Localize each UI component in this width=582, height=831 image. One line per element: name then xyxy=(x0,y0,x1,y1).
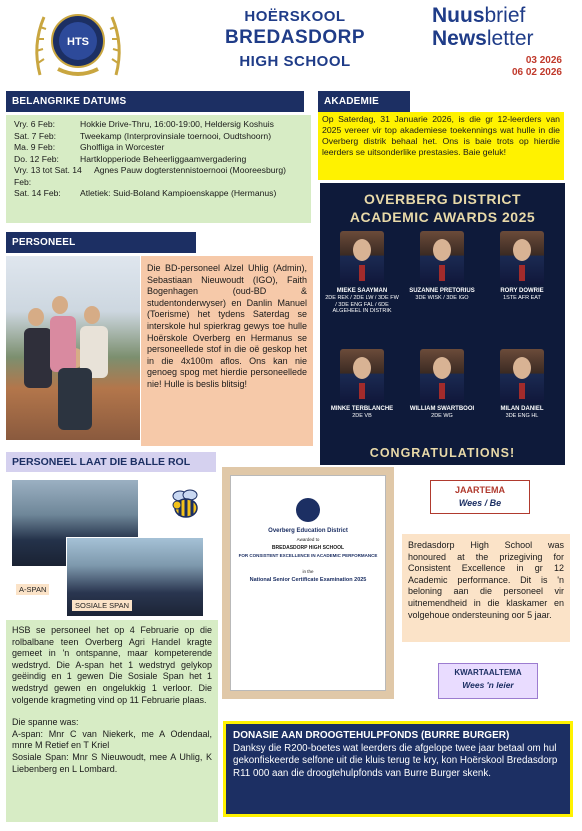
bee-mascot-icon xyxy=(168,487,202,521)
school-name-line1: HOËRSKOOL xyxy=(244,8,346,25)
school-name xyxy=(195,8,395,70)
issue-line2: 06 02 2026 xyxy=(511,67,562,78)
balle-paragraph1: HSB se personeel het op 4 Februarie op die rolbalbane teen Overberg Agri Handel kragte gemeet in 'n ontspanne, maar kompeterende wedstryd. Die A-span het 1 wedstryd gelykop geëindig en 1 gewen Die Sosiale Span het 1 wedstryd gewen en ongelukkig 1 verloor. Die volgende kragmeting vind op 11 Februarie plaas. xyxy=(12,625,212,705)
a-span-label: A-SPAN xyxy=(16,584,49,595)
donasie-box xyxy=(223,721,573,817)
crest-initials: HTS xyxy=(67,36,89,48)
list-item: Ma. 9 Feb: Gholfliga in Worcester xyxy=(14,142,165,152)
student-card: SUZANNE PRETORIUS 3DE WISK / 3DE IGO xyxy=(404,231,480,302)
personeel-text: Die BD-personeel Alzel Uhlig (Admin), Sebastiaan Nieuwoudt (IGO), Faith Bogenhagen (oud-BD & studentonderwyser) en Danlin Manuel (Toerisme) het tydens Saterdag se interskole hul spierkrag gewys toe hulle Hoërskole Overberg en Hermanus se personeellede stof in die oë geskop het in die 4x100m aflos. Ons kan nie genoeg spog met hierdie personeellede nie! Hulle is beslis blitsig! xyxy=(141,256,313,446)
datums-list xyxy=(6,115,311,223)
personeel-heading: PERSONEEL xyxy=(6,232,196,253)
donasie-text: Danksy die R200-boetes wat leerders die afgelope twee jaar betaal om hul gekonfiskeerde selfone uit die kluis terug te kry, kon Hoërskool Bredasdorp R11 000 aan die droogtehulpfonds van Burre Burger skenk. xyxy=(233,743,558,779)
akademie-text: Op Saterdag, 31 Januarie 2026, is die gr 12-leerders van 2025 vereer vir top akademiese toekennings wat hulle in die Overberg distrik behaal het. Ons is baie trots op hierdie leerders se uitsonderlike prestasies. Baie geluk! xyxy=(318,112,564,180)
student-card: MINKE TERBLANCHE 2DE VB xyxy=(324,349,400,420)
student-photo xyxy=(340,231,384,285)
poster-title-line2: ACADEMIC AWARDS 2025 xyxy=(349,209,536,225)
student-photo xyxy=(340,349,384,403)
issue-number xyxy=(470,55,562,79)
staff-relay-photo xyxy=(6,256,140,440)
student-card: WILLIAM SWARTBOOI 2DE WG xyxy=(404,349,480,420)
poster-congratulations: CONGRATULATIONS! xyxy=(369,446,516,460)
list-item: Vry. 13 tot Sat. 14 Feb: Agnes Pauw dogterstennistoernooi (Mooreesburg) xyxy=(14,165,287,187)
poster-title-line1: OVERBERG DISTRICT xyxy=(363,191,522,207)
school-crest xyxy=(30,5,126,81)
academic-awards-poster xyxy=(320,183,565,465)
datums-heading: BELANGRIKE DATUMS xyxy=(6,91,304,112)
jaartema-motto: Wees / Be xyxy=(458,498,502,508)
student-card: RORY DOWRIE 1STE AFR EAT xyxy=(484,231,560,302)
donasie-heading: DONASIE AAN DROOGTEHULPFONDS (BURRE BURGER) xyxy=(233,730,510,741)
issue-line1: 03 2026 xyxy=(525,55,562,66)
kwartaaltema-title: KWARTAALTEMA xyxy=(454,668,522,677)
list-item: Vry. 6 Feb: Hokkie Drive-Thru, 16:00-19:00, Heldersig Koshuis xyxy=(14,119,274,129)
balle-heading: PERSONEEL LAAT DIE BALLE ROL xyxy=(6,452,216,472)
list-item: Do. 12 Feb: Hartklopperiode Beheerliggaamvergadering xyxy=(14,153,247,164)
school-name-line2: BREDASDORP xyxy=(224,27,366,48)
list-item: Sat. 14 Feb: Atletiek: Suid-Boland Kampioenskappe (Hermanus) xyxy=(14,188,277,198)
district-seal-icon xyxy=(296,498,320,522)
jaartema-box xyxy=(430,480,530,514)
jaartema-title: JAARTEMA xyxy=(454,485,505,495)
student-card: MIEKE SAAYMAN 2DE REK / 2DE LW / 3DE FW / 3DE ENG FAL / 6DE ALGEHEEL IN DISTRIK xyxy=(324,231,400,315)
balle-text xyxy=(6,620,218,822)
student-photo xyxy=(500,349,544,403)
student-photo xyxy=(420,349,464,403)
certificate-photo xyxy=(222,467,394,699)
sosiale-span-label: SOSIALE SPAN xyxy=(72,600,132,611)
student-photo xyxy=(500,231,544,285)
balle-paragraph2: Die spanne was: A-span: Mnr C van Niekerk, me A Odendaal, mnre M Retief en T Kriel Sosiale Span: Mnr S Nieuwoudt, mee A Uhlig, K Liebenberg en L Lombard. xyxy=(12,717,212,774)
school-name-line3: HIGH SCHOOL xyxy=(239,53,351,70)
certificate: Overberg Education District Awarded to BREDASDORP HIGH SCHOOL FOR CONSISTENT EXCELLENCE IN ACADEMIC PERFORMANCE in the National Senior Certificate Examination 2025 xyxy=(230,475,386,691)
kwartaaltema-box xyxy=(438,663,538,699)
student-card: MILAN DANIEL 3DE ENG HL xyxy=(484,349,560,420)
kwartaaltema-motto: Wees 'n leier xyxy=(462,680,514,690)
student-photo xyxy=(420,231,464,285)
list-item: Sat. 7 Feb: Tweekamp (Interprovinsiale toernooi, Oudtshoorn) xyxy=(14,130,272,141)
newsletter-title: Nuusbrief Newsletter xyxy=(432,4,534,50)
honour-text: Bredasdorp High School was honoured at the prizegiving for Consistent Excellence in gr 12 Academic performance. Dit is 'n beloning aan die personeel vir uitnemendheid in die klaskamer en volgehoue ondersteuning oor 5 jaar. xyxy=(402,534,570,642)
akademie-heading: AKADEMIE xyxy=(318,91,410,112)
